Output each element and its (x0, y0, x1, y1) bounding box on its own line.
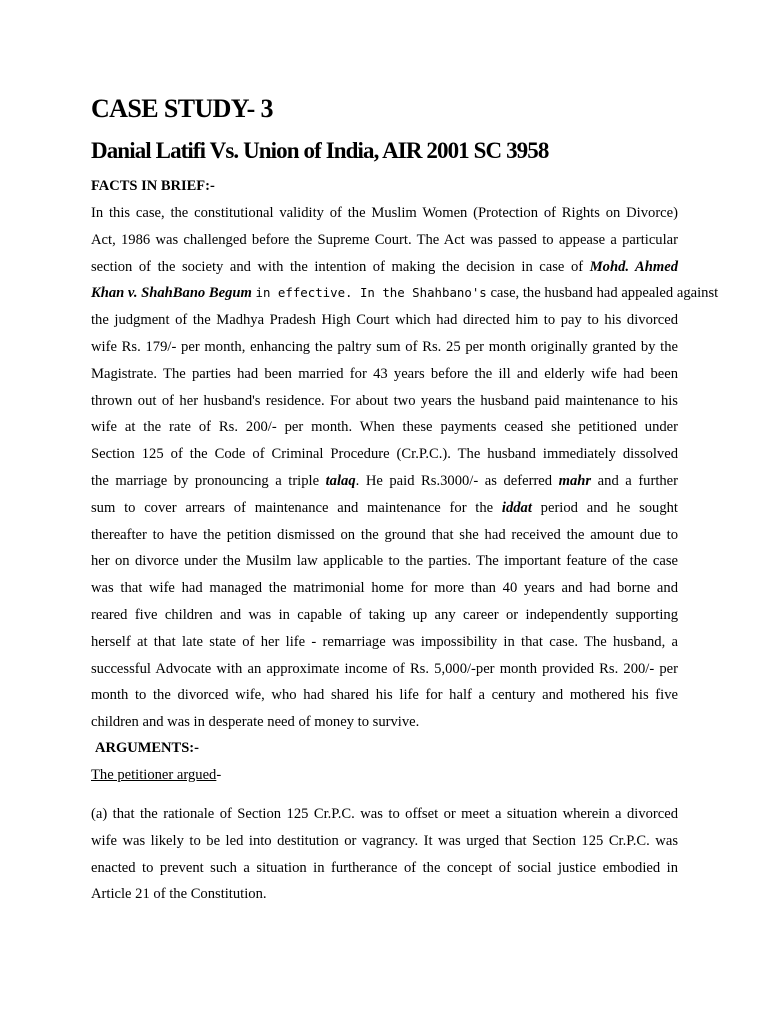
facts-text: period and he sought (540, 499, 678, 516)
facts-line (91, 254, 678, 281)
facts-text: section of the society and with the intention of making the decision in case of (91, 258, 584, 275)
petitioner-label-text: The petitioner argued (91, 767, 217, 783)
term-mahr: mahr (558, 472, 592, 489)
case-name-emphasis: Khan v. ShahBano Begum (91, 285, 252, 302)
case-name-emphasis: Mohd. Ahmed (589, 258, 679, 275)
facts-line: successful Advocate with an approximate income of Rs. 5,000/-per month provided Rs. 200/- per (91, 660, 678, 677)
petitioner-label-dash: - (216, 767, 222, 783)
facts-line: Section 125 of the Code of Criminal Procedure (Cr.P.C.). The husband immediately dissolved (91, 446, 678, 463)
facts-heading: FACTS IN BRIEF:- (91, 178, 215, 194)
facts-paragraph (91, 200, 719, 736)
facts-line: herself at that late state of her life - remarriage was impossibility in that case. The husband, a (91, 633, 678, 650)
facts-text: sum to cover arrears of maintenance and maintenance for the (91, 499, 494, 516)
facts-line: wife Rs. 179/- per month, enhancing the paltry sum of Rs. 25 per month originally granted by the (91, 338, 678, 355)
facts-text: the marriage by pronouncing a triple (91, 472, 320, 489)
facts-text-mono: in effective. In the Shahbano's (255, 285, 487, 301)
argument-line: enacted to prevent such a situation in furtherance of the concept of social justice embodied in (91, 859, 678, 876)
facts-text: . He paid Rs.3000/- as deferred (355, 472, 553, 489)
facts-line (91, 468, 678, 495)
term-iddat: iddat (501, 499, 532, 516)
facts-line (91, 280, 719, 307)
argument-line: Article 21 of the Constitution. (91, 886, 267, 903)
argument-line: wife was likely to be led into destitution or vagrancy. It was urged that Section 125 Cr.P.C. was (91, 832, 678, 849)
facts-line: children and was in desperate need of money to survive. (91, 714, 420, 731)
argument-line: (a) that the rationale of Section 125 Cr.P.C. was to offset or meet a situation wherein a divorced (91, 806, 678, 822)
facts-line: her on divorce under the Musilm law applicable to the parties. The important feature of the case (91, 553, 678, 570)
facts-line: thereafter to have the petition dismissed on the ground that she had received the amount due to (91, 526, 678, 543)
facts-line: reared five children and was in capable of taking up any career or independently supporting (91, 606, 678, 623)
facts-text: case, the husband had appealed against (490, 285, 719, 302)
facts-line: was that wife had managed the matrimonial home for more than 40 years and had borne and (91, 580, 678, 597)
case-citation-heading: Danial Latifi Vs. Union of India, AIR 2001 SC 3958 (91, 138, 549, 163)
facts-line (91, 495, 678, 522)
argument-a-paragraph (91, 801, 678, 908)
term-talaq: talaq (325, 472, 356, 489)
case-study-title: CASE STUDY- 3 (91, 94, 273, 123)
facts-line: Act, 1986 was challenged before the Supreme Court. The Act was passed to appease a particular (91, 231, 678, 248)
facts-line: In this case, the constitutional validity of the Muslim Women (Protection of Rights on Divorce) (91, 205, 678, 221)
facts-line: the judgment of the Madhya Pradesh High Court which had directed him to pay to his divorced (91, 312, 678, 329)
facts-line: month to the divorced wife, who had shared his life for half a century and mothered his five (91, 687, 678, 704)
arguments-heading: ARGUMENTS:- (95, 740, 199, 756)
facts-line: thrown out of her husband's residence. For about two years the husband paid maintenance to his (91, 392, 678, 409)
facts-text: and a further (597, 472, 679, 489)
petitioner-label (91, 762, 221, 788)
facts-line: wife at the rate of Rs. 200/- per month. When these payments ceased she petitioned under (91, 419, 678, 436)
facts-line: Magistrate. The parties had been married for 43 years before the ill and elderly wife had been (91, 365, 678, 382)
